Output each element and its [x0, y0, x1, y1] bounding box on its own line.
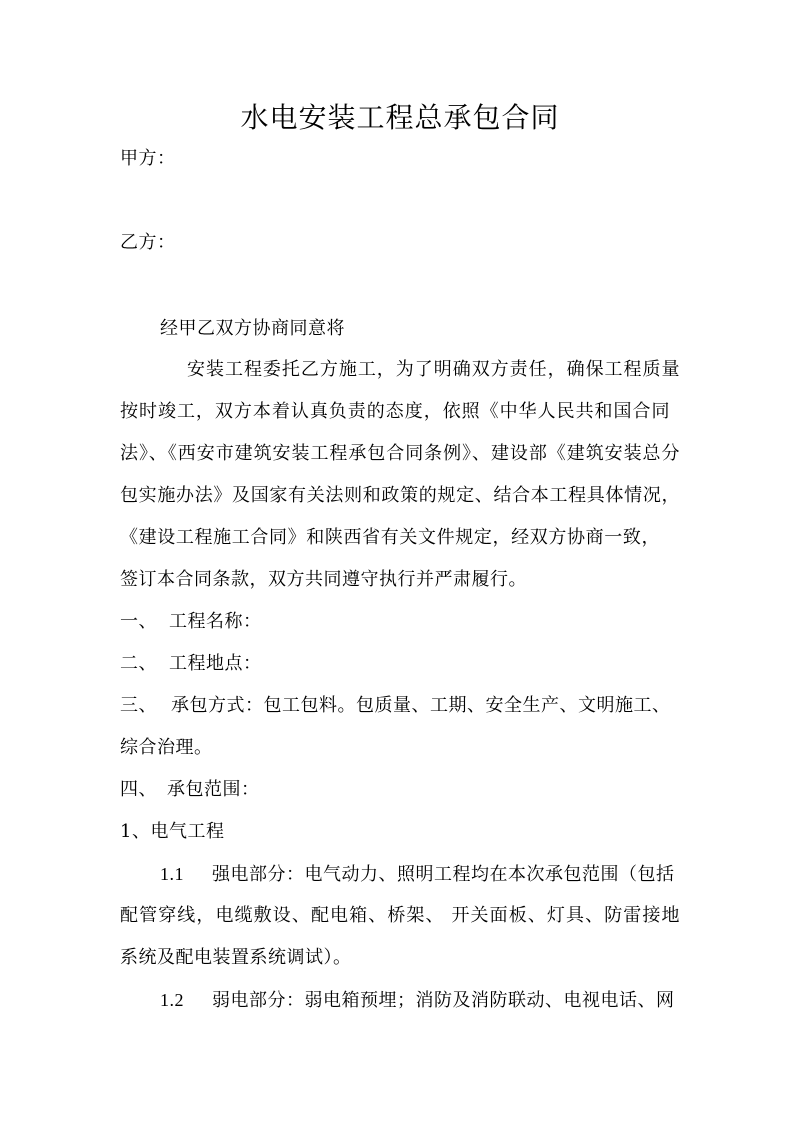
intro-line-3: 按时竣工，双方本着认真负责的态度，依照《中华人民共和国合同 [120, 401, 670, 422]
item-1-1 [160, 861, 675, 888]
party-a-label: 甲方： [120, 148, 176, 169]
intro-line-5: 包实施办法》及国家有关法则和政策的规定、结合本工程具体情况， [120, 485, 680, 506]
section-3-number: 三、 [120, 695, 157, 716]
document-title: 水电安装工程总承包合同 [240, 101, 560, 134]
section-2-number: 二、 [120, 653, 157, 674]
section-2-text: 工程地点： [169, 653, 262, 674]
item-1-2-number: 1.2 [160, 990, 184, 1010]
intro-line-4: 法》、《西安市建筑安装工程承包合同条例》、建设部《建筑安装总分 [120, 443, 680, 464]
item-1-1-line-3: 系统及配电装置系统调试）。 [120, 947, 352, 968]
section-3-text: 承包方式：包工包料。包质量、工期、安全生产、文明施工、 [171, 695, 671, 716]
section-4-text: 承包范围： [167, 779, 260, 800]
intro-line-7: 签订本合同条款，双方共同遵守执行并严肃履行。 [120, 569, 527, 590]
section-3 [120, 693, 671, 719]
intro-line-1: 经甲乙双方协商同意将 [160, 318, 345, 339]
section-4 [120, 777, 260, 803]
item-1-2 [160, 987, 675, 1014]
intro-line-2: 安装工程委托乙方施工，为了明确双方责任，确保工程质量 [187, 359, 680, 380]
item-1-1-line-1: 强电部分：电气动力、照明工程均在本次承包范围（包括 [212, 864, 675, 885]
item-1-1-line-2: 配管穿线，电缆敷设、配电箱、桥架、 开关面板、灯具、防雷接地 [120, 905, 680, 926]
section-1-number: 一、 [120, 611, 157, 632]
section-1 [120, 609, 262, 635]
item-1-1-number: 1.1 [160, 864, 184, 884]
section-3-continuation: 综合治理。 [120, 737, 213, 758]
item-1-2-line-1: 弱电部分：弱电箱预埋；消防及消防联动、电视电话、网 [212, 990, 675, 1011]
party-b-label: 乙方： [120, 232, 176, 253]
section-2 [120, 651, 262, 677]
section-1-text: 工程名称： [169, 611, 262, 632]
subsection-1-heading: 1、电气工程 [120, 821, 225, 842]
intro-line-6: 《建设工程施工合同》和陕西省有关文件规定，经双方协商一致， [120, 527, 660, 548]
section-4-number: 四、 [120, 779, 157, 800]
